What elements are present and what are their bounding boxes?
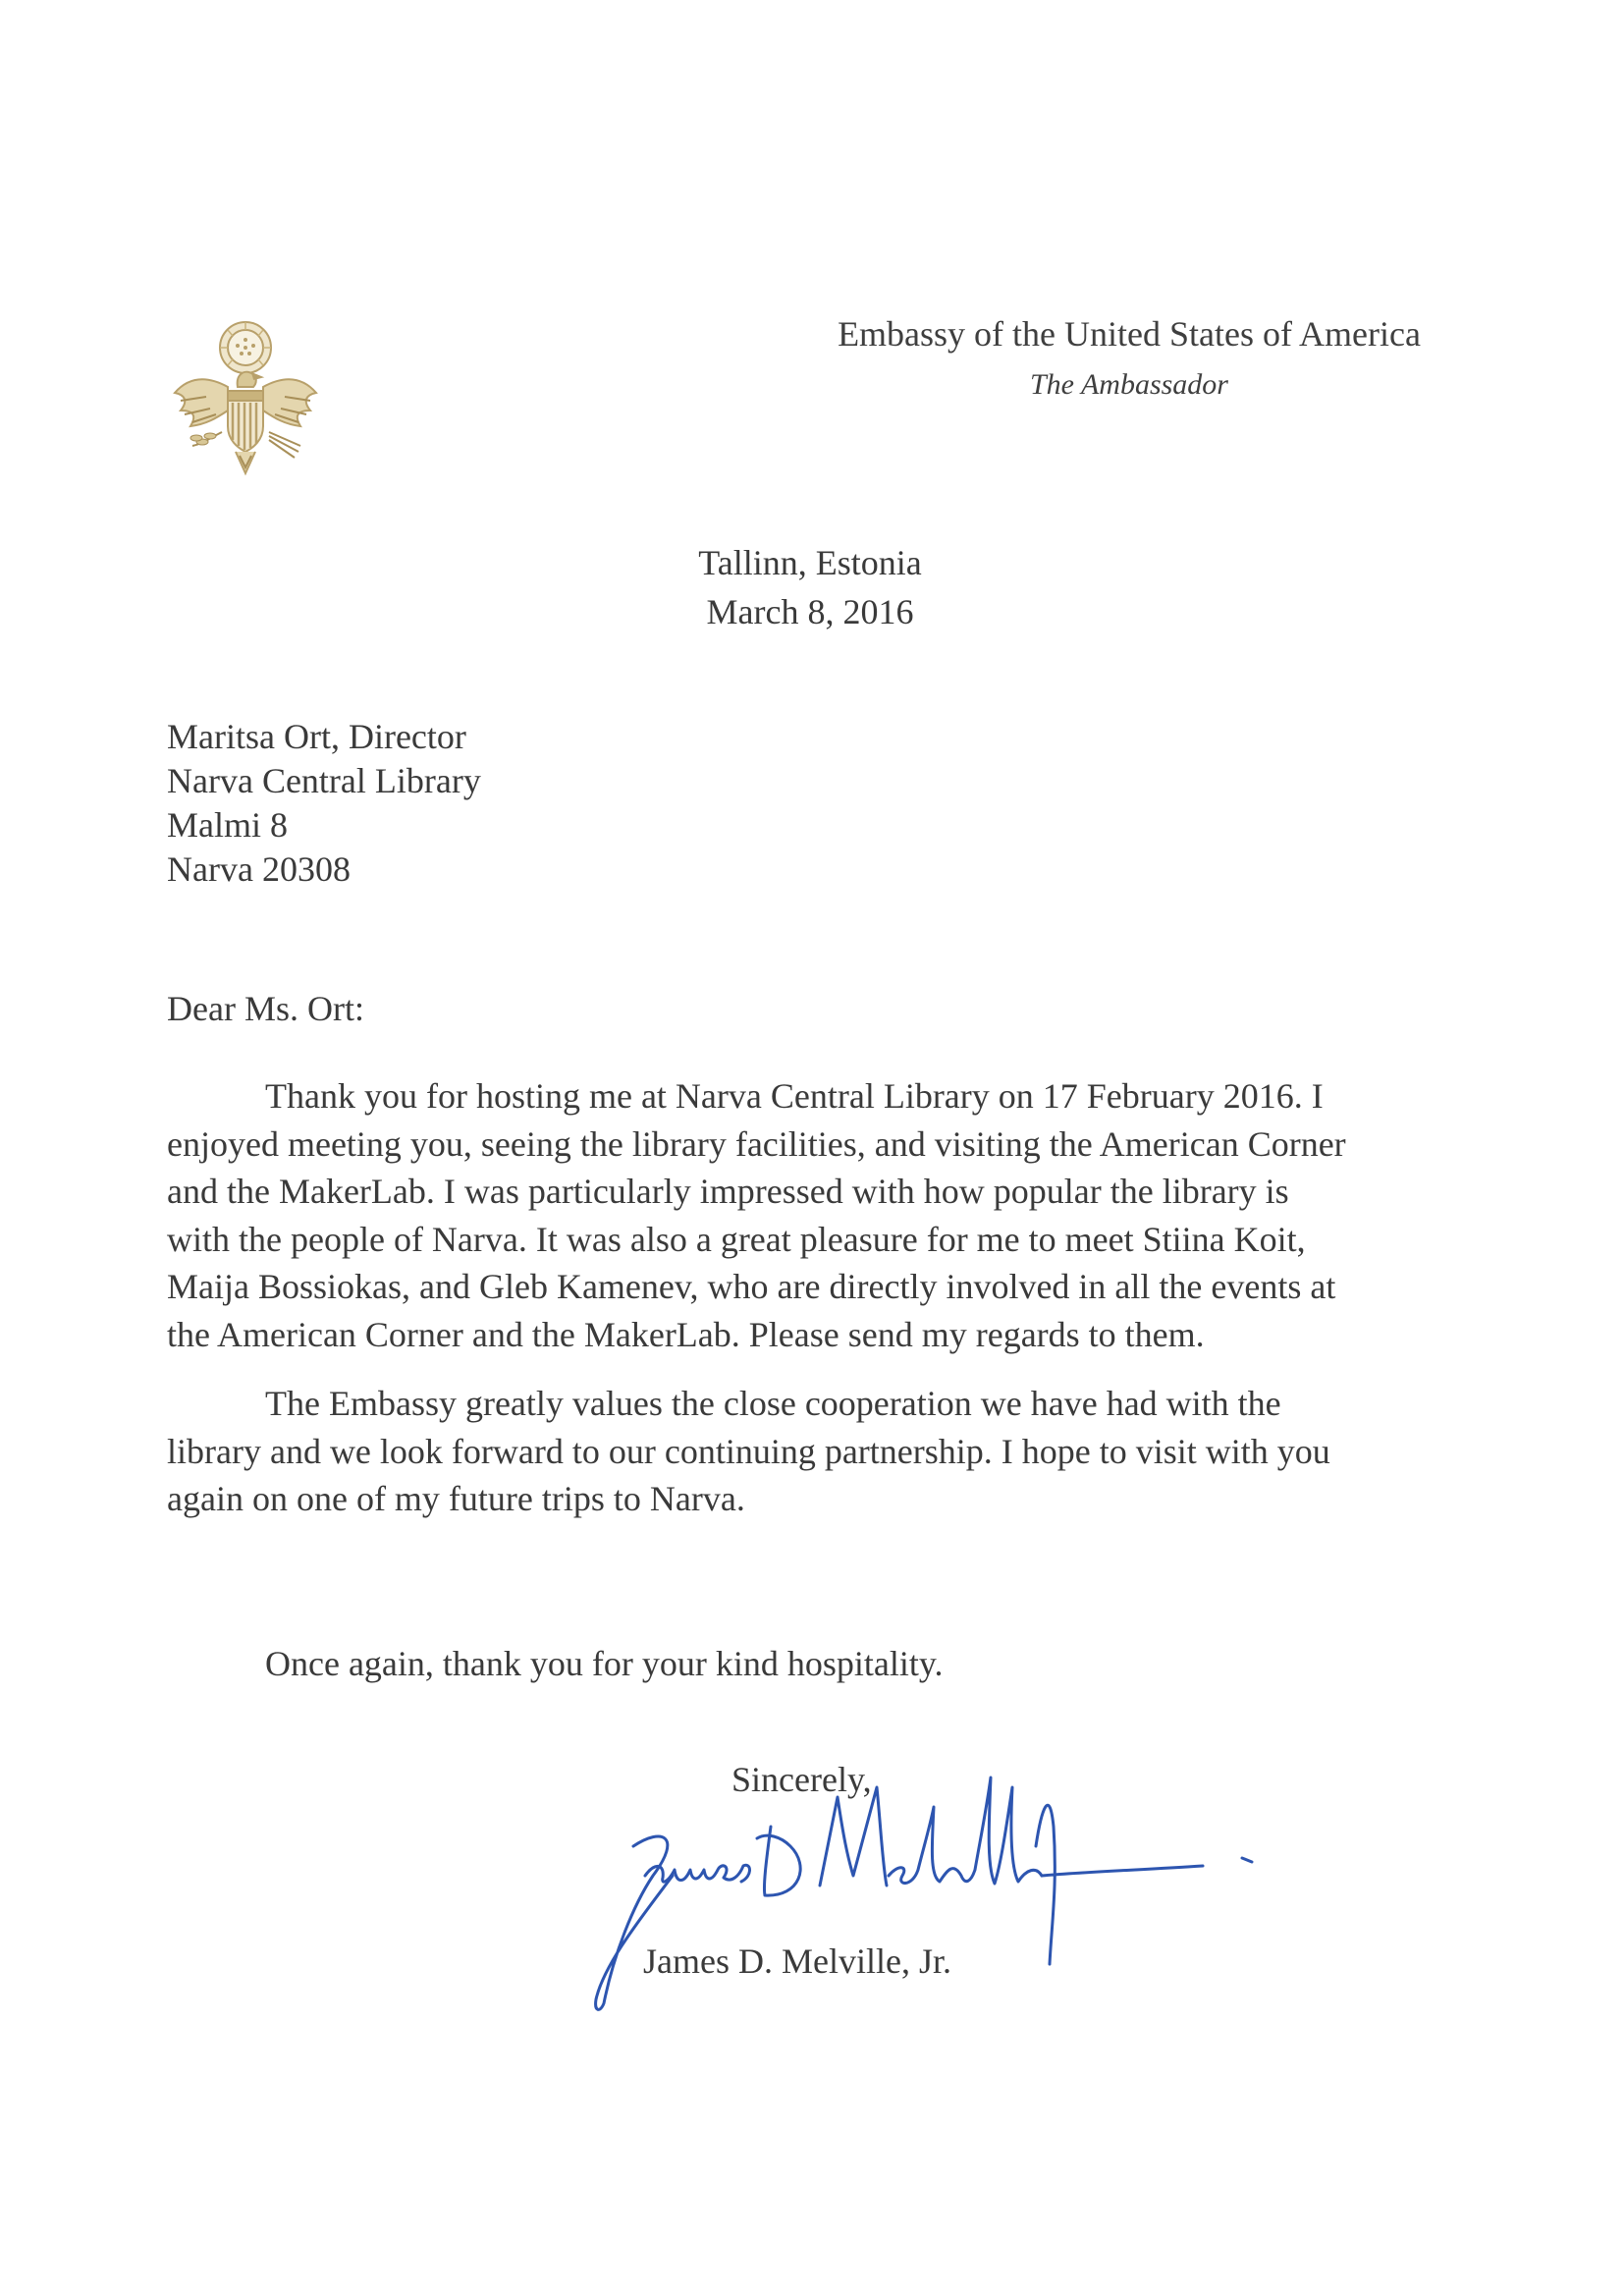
recipient-city-line: Narva 20308 xyxy=(167,849,351,889)
signer-name: James D. Melville, Jr. xyxy=(643,1941,951,1981)
paragraph-line: with the people of Narva. It was also a great pleasure for me to meet Stiina Koit, xyxy=(167,1219,1306,1259)
paragraph-line: Maija Bossiokas, and Gleb Kamenev, who are directly involved in all the events at xyxy=(167,1267,1336,1306)
body-paragraph-1 xyxy=(167,1072,1463,1358)
place-and-date xyxy=(589,538,1031,636)
organization-name: Embassy of the United States of America xyxy=(838,314,1421,354)
letterhead xyxy=(785,312,1473,405)
body-paragraph-2 xyxy=(167,1380,1463,1523)
paragraph-line: The Embassy greatly values the close cooperation we have had with the xyxy=(265,1384,1281,1423)
letter-date: March 8, 2016 xyxy=(706,592,914,631)
recipient-organization-line: Narva Central Library xyxy=(167,761,481,800)
paragraph-line: library and we look forward to our continuing partnership. I hope to visit with you xyxy=(167,1431,1330,1471)
recipient-street-line: Malmi 8 xyxy=(167,805,288,845)
salutation: Dear Ms. Ort: xyxy=(167,989,364,1028)
recipient-name-line: Maritsa Ort, Director xyxy=(167,717,466,756)
recipient-address xyxy=(167,715,481,892)
closing: Sincerely, xyxy=(731,1760,872,1799)
paragraph-line: the American Corner and the MakerLab. Please send my regards to them. xyxy=(167,1314,1205,1354)
great-seal-eagle-icon xyxy=(167,316,324,483)
paragraph-line: Once again, thank you for your kind hospitality. xyxy=(265,1644,944,1683)
organization-role: The Ambassador xyxy=(1030,368,1228,401)
paragraph-line: again on one of my future trips to Narva. xyxy=(167,1479,745,1518)
letter-place: Tallinn, Estonia xyxy=(698,543,922,582)
handwritten-signature xyxy=(574,1768,1262,2023)
paragraph-line: and the MakerLab. I was particularly impressed with how popular the library is xyxy=(167,1172,1289,1211)
body-paragraph-3 xyxy=(167,1640,1463,1688)
paragraph-line: Thank you for hosting me at Narva Central Library on 17 February 2016. I xyxy=(265,1076,1324,1116)
paragraph-line: enjoyed meeting you, seeing the library facilities, and visiting the American Corner xyxy=(167,1123,1346,1164)
